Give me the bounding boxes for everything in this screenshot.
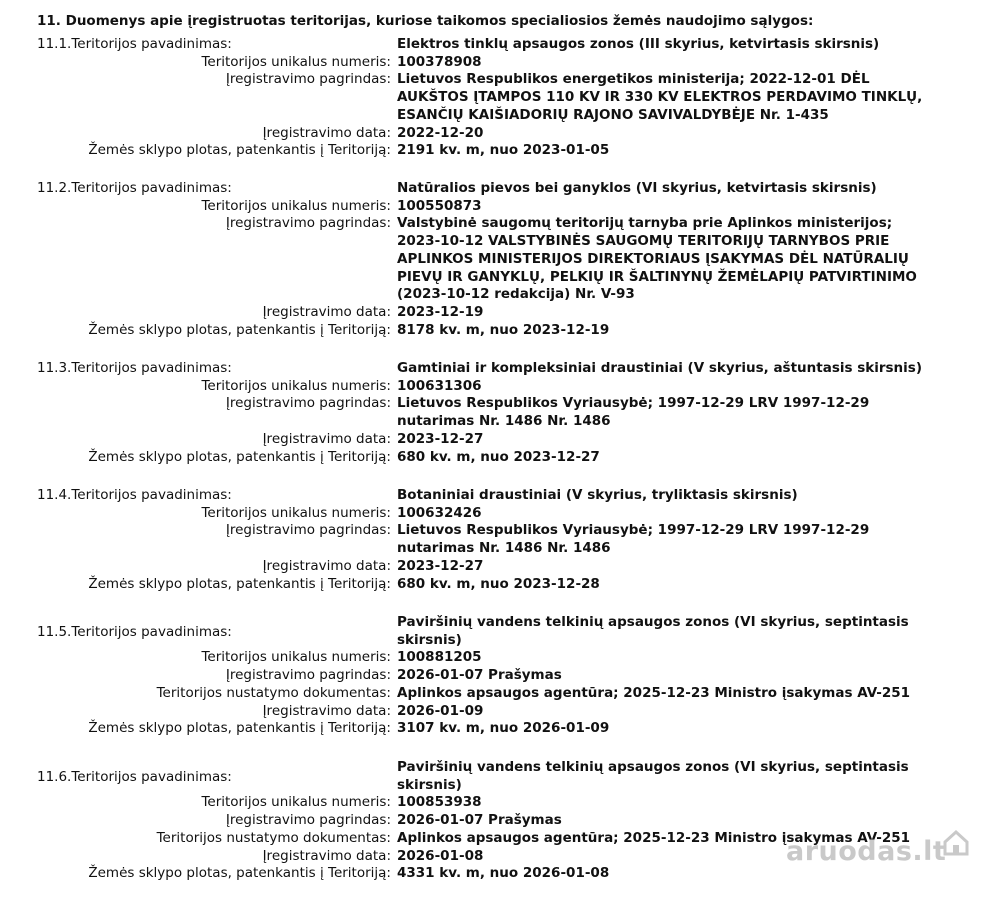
- name-label: [37, 180, 232, 198]
- reg-date-value: 2023-12-27: [397, 430, 484, 447]
- territory-number: 11.2.: [37, 180, 72, 196]
- name-value: Natūralios pievos bei ganyklos (VI skyrius, ketvirtasis skirsnis): [397, 180, 877, 196]
- unique-number-value: 100632426: [397, 504, 482, 521]
- territory-name-caption: Teritorijos pavadinimas:: [71, 36, 232, 52]
- area-value: 3107 kv. m, nuo 2026-01-09: [397, 720, 610, 737]
- reg-date-value: 2026-01-09: [397, 702, 484, 719]
- reg-basis-label: Įregistravimo pagrindas:: [225, 395, 391, 412]
- territory-name-caption: Teritorijos pavadinimas:: [71, 768, 232, 785]
- reg-date-label: Įregistravimo data:: [262, 557, 391, 574]
- reg-date-value: 2022-12-20: [397, 124, 484, 141]
- name-label: [37, 360, 232, 378]
- unique-number-label: Teritorijos unikalus numeris:: [201, 649, 391, 666]
- unique-number-label: Teritorijos unikalus numeris:: [201, 53, 391, 70]
- area-value: 8178 kv. m, nuo 2023-12-19: [397, 321, 610, 338]
- area-label: Žemės sklypo plotas, patenkantis į Teritoriją:: [88, 865, 391, 882]
- reg-date-value: 2026-01-08: [397, 847, 484, 864]
- reg-date-label: Įregistravimo data:: [262, 303, 391, 320]
- aruodas-watermark: [786, 826, 976, 870]
- territory-number: 11.5.: [37, 623, 72, 640]
- territory-name-caption: Teritorijos pavadinimas:: [71, 360, 232, 376]
- area-label: Žemės sklypo plotas, patenkantis į Teritoriją:: [88, 448, 391, 465]
- doc-label: Teritorijos nustatymo dokumentas:: [156, 829, 391, 846]
- reg-date-label: Įregistravimo data:: [262, 702, 391, 719]
- reg-basis-label: Įregistravimo pagrindas:: [225, 812, 391, 829]
- reg-basis-value: Lietuvos Respublikos Vyriausybė; 1997-12-29 LRV 1997-12-29 nutarimas Nr. 1486 Nr. 1486: [397, 522, 870, 557]
- watermark-text: aruodas.lt: [786, 836, 947, 867]
- unique-number-label: Teritorijos unikalus numeris:: [201, 794, 391, 811]
- territory-number: 11.3.: [37, 360, 72, 376]
- name-value: Botaniniai draustiniai (V skyrius, tryliktasis skirsnis): [397, 487, 798, 503]
- territory-number: 11.4.: [37, 487, 72, 503]
- area-label: Žemės sklypo plotas, patenkantis į Teritoriją:: [88, 575, 391, 592]
- house-logo-icon: [941, 826, 971, 856]
- area-label: Žemės sklypo plotas, patenkantis į Teritoriją:: [88, 321, 391, 338]
- section-heading: 11. Duomenys apie įregistruotas teritorijas, kuriose taikomos specialiosios žemės naudojimo sąlygos:: [37, 13, 814, 29]
- area-label: Žemės sklypo plotas, patenkantis į Teritoriją:: [88, 142, 391, 159]
- reg-date-label: Įregistravimo data:: [262, 124, 391, 141]
- doc-label: Teritorijos nustatymo dokumentas:: [156, 684, 391, 701]
- name-value: Paviršinių vandens telkinių apsaugos zonos (VI skyrius, septintasis skirsnis): [397, 614, 909, 648]
- reg-date-value: 2023-12-19: [397, 303, 484, 320]
- area-value: 2191 kv. m, nuo 2023-01-05: [397, 142, 610, 159]
- unique-number-value: 100550873: [397, 197, 482, 214]
- unique-number-label: Teritorijos unikalus numeris:: [201, 504, 391, 521]
- reg-basis-value: Lietuvos Respublikos energetikos ministerija; 2022-12-01 DĖL AUKŠTOS ĮTAMPOS 110 KV IR 330 KV ELEKTROS PERDAVIMO TINKLŲ, ESANČIŲ KAIŠIADORIŲ RAJONO SAVIVALDYBĖJE Nr. 1-435: [397, 71, 923, 123]
- reg-date-label: Įregistravimo data:: [262, 430, 391, 447]
- area-value: 680 kv. m, nuo 2023-12-28: [397, 575, 600, 592]
- territory-name-caption: Teritorijos pavadinimas:: [71, 487, 232, 503]
- name-label: [37, 624, 232, 642]
- territory-name-caption: Teritorijos pavadinimas:: [71, 623, 232, 640]
- reg-basis-value: 2026-01-07 Prašymas: [397, 812, 562, 829]
- name-value: Gamtiniai ir kompleksiniai draustiniai (V skyrius, aštuntasis skirsnis): [397, 360, 923, 376]
- name-label: [37, 487, 232, 505]
- name-value: Elektros tinklų apsaugos zonos (III skyrius, ketvirtasis skirsnis): [397, 36, 880, 52]
- reg-basis-label: Įregistravimo pagrindas:: [225, 667, 391, 684]
- unique-number-value: 100378908: [397, 53, 482, 70]
- unique-number-value: 100853938: [397, 794, 482, 811]
- unique-number-value: 100631306: [397, 377, 482, 394]
- reg-basis-value: Valstybinė saugomų teritorijų tarnyba prie Aplinkos ministerijos; 2023-10-12 VALSTYBINĖS SAUGOMŲ TERITORIJŲ TARNYBOS PRIE APLINKOS MINISTERIJOS DIREKTORIAUS ĮSAKYMAS DĖL NATŪRALIŲ PIEVŲ IR GANYKLŲ, PELKIŲ IR ŠALTINYNŲ ŽEMĖLAPIŲ PATVIRTINIMO (2023-10-12 redakcija) Nr. V-93: [397, 215, 917, 303]
- reg-basis-value: 2026-01-07 Prašymas: [397, 667, 562, 684]
- area-value: 680 kv. m, nuo 2023-12-27: [397, 448, 600, 465]
- doc-value: Aplinkos apsaugos agentūra; 2025-12-23 Ministro įsakymas AV-251: [397, 829, 910, 846]
- reg-basis-value: Lietuvos Respublikos Vyriausybė; 1997-12-29 LRV 1997-12-29 nutarimas Nr. 1486 Nr. 1486: [397, 395, 870, 430]
- reg-date-value: 2023-12-27: [397, 557, 484, 574]
- area-value: 4331 kv. m, nuo 2026-01-08: [397, 865, 610, 882]
- unique-number-label: Teritorijos unikalus numeris:: [201, 377, 391, 394]
- area-label: Žemės sklypo plotas, patenkantis į Teritoriją:: [88, 720, 391, 737]
- reg-basis-label: Įregistravimo pagrindas:: [225, 71, 391, 88]
- name-value: Paviršinių vandens telkinių apsaugos zonos (VI skyrius, septintasis skirsnis): [397, 759, 909, 793]
- reg-basis-label: Įregistravimo pagrindas:: [225, 215, 391, 232]
- territory-name-caption: Teritorijos pavadinimas:: [71, 180, 232, 196]
- territory-number: 11.6.: [37, 768, 72, 785]
- unique-number-value: 100881205: [397, 649, 482, 666]
- territory-number: 11.1.: [37, 36, 72, 52]
- name-label: [37, 36, 232, 54]
- reg-basis-label: Įregistravimo pagrindas:: [225, 522, 391, 539]
- name-label: [37, 769, 232, 787]
- reg-date-label: Įregistravimo data:: [262, 847, 391, 864]
- unique-number-label: Teritorijos unikalus numeris:: [201, 197, 391, 214]
- doc-value: Aplinkos apsaugos agentūra; 2025-12-23 Ministro įsakymas AV-251: [397, 684, 910, 701]
